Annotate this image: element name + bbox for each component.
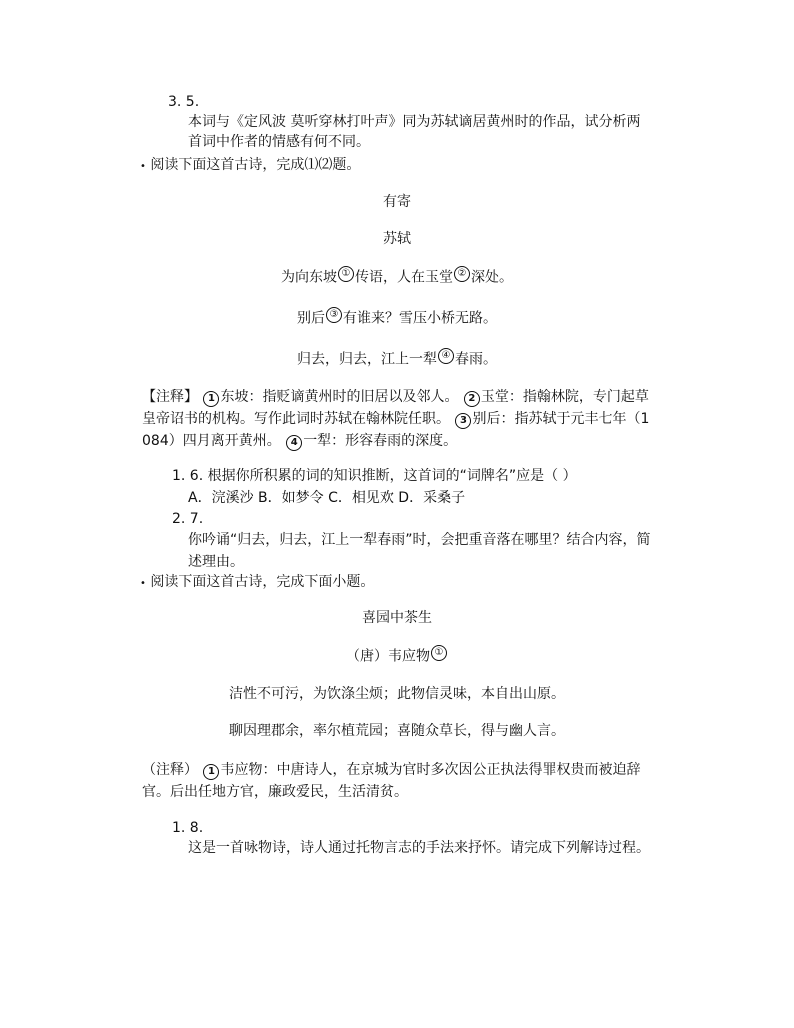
poem-notes: 皇帝诏书的机构。写作此词时苏轼在翰林院任职。 3 别后：指苏轼于元丰七年（1 — [142, 411, 650, 427]
poem-line: 别后 ③ 有谁来？雪压小桥无路。 — [297, 309, 497, 327]
note-number: 1 — [203, 391, 219, 407]
poem-line: 洁性不可污，为饮涤尘烦；此物信灵味，本自出山原。 — [229, 686, 565, 702]
question-number: 2. 7. — [172, 511, 204, 527]
poem-title: 有寄 — [383, 194, 411, 210]
bullet-icon: • — [140, 578, 146, 589]
poem-line: 归去，归去，江上一犁 ④ 春雨。 — [297, 350, 497, 368]
poem-notes: 084）四月离开黄州。 4 一犁：形容春雨的深度。 — [142, 433, 458, 449]
footnote-marker: ① — [431, 645, 447, 661]
footnote-marker: ① — [338, 266, 354, 282]
note-number: 3 — [455, 413, 471, 429]
poem-notes: （注释） 1 韦应物：中唐诗人，在京城为官时多次因公正执法得罪权贵而被迫辞 — [142, 762, 641, 778]
question-text: 述理由。 — [188, 554, 244, 570]
question-text: 本词与《定风波 莫听穿林打叶声》同为苏轼谪居黄州时的作品，试分析两 — [188, 114, 641, 130]
poem-title: 喜园中茶生 — [362, 610, 432, 626]
footnote-marker: ② — [454, 266, 470, 282]
question-number: 3. 5. — [168, 94, 200, 110]
section-instruction: • 阅读下面这首古诗，完成⑴⑵题。 — [140, 157, 361, 173]
question-number: 1. 8. — [172, 820, 204, 836]
poem-line: 为向东坡 ① 传语，人在玉堂 ② 深处。 — [281, 268, 513, 286]
footnote-marker: ③ — [326, 307, 342, 323]
question-options: A．浣溪沙 B．如梦令 C．相见欢 D．采桑子 — [188, 490, 466, 506]
note-number: 2 — [464, 391, 480, 407]
section-instruction: • 阅读下面这首古诗，完成下面小题。 — [140, 574, 375, 590]
question-text: 首词中作者的情感有何不同。 — [188, 134, 370, 150]
poem-notes: 官。后出任地方官，廉政爱民，生活清贫。 — [142, 784, 408, 800]
poem-author: 苏轼 — [383, 231, 411, 247]
poem-notes: 【注释】 1 东坡：指贬谪黄州时的旧居以及邻人。 2 玉堂：指翰林院，专门起草 — [142, 389, 649, 405]
poem-author: （唐）韦应物 ① — [0, 645, 794, 667]
note-number: 1 — [203, 764, 219, 780]
bullet-icon: • — [140, 161, 146, 172]
note-number: 4 — [286, 435, 302, 451]
question-6: 1. 6. 根据你所积累的词的知识推断，这首词的“词牌名”应是（ ） — [172, 468, 577, 484]
question-text: 你吟诵“归去，归去，江上一犁春雨”时，会把重音落在哪里？结合内容，简 — [188, 532, 651, 548]
poem-line: 聊因理郡余，率尔植荒园；喜随众草长，得与幽人言。 — [229, 723, 565, 739]
question-text: 这是一首咏物诗，诗人通过托物言志的手法来抒怀。请完成下列解诗过程。 — [188, 840, 650, 856]
footnote-marker: ④ — [438, 348, 454, 364]
